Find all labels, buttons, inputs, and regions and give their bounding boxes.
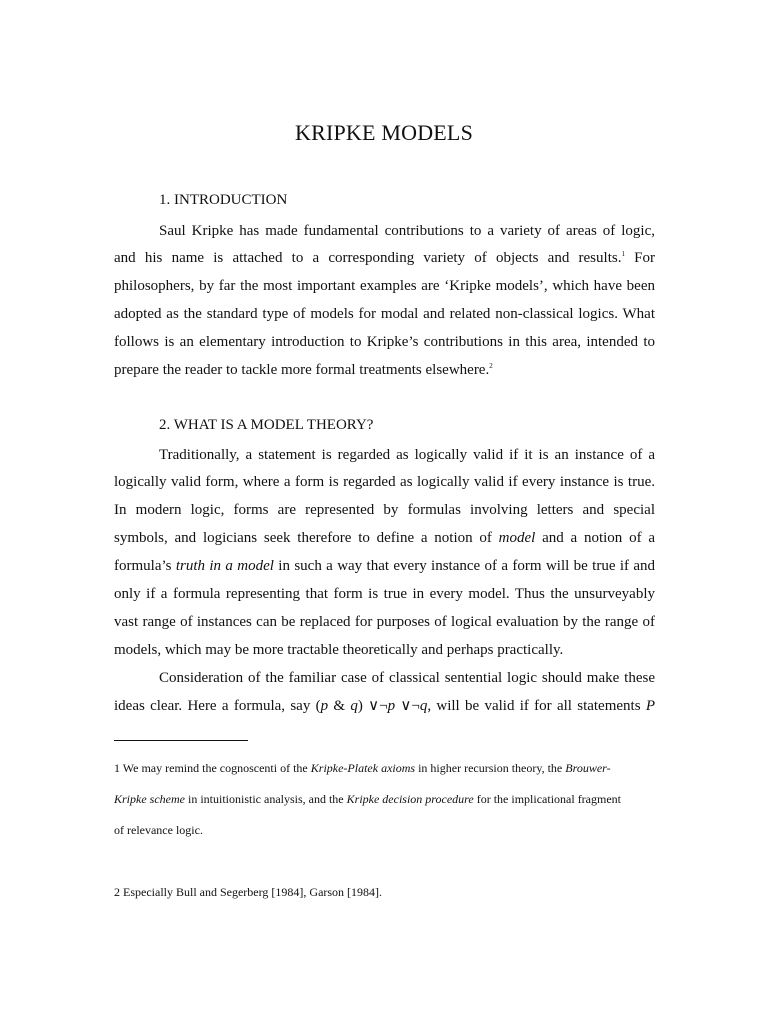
paragraph-line: only if a formula representing that form is true in every model. Thus the unsurveyably xyxy=(114,586,655,602)
paragraph-line: models, which may be more tractable theoretically and perhaps practically. xyxy=(114,642,564,658)
paragraph-line: prepare the reader to tackle more formal treatments elsewhere.$^2$ xyxy=(114,362,493,378)
paragraph-line: In modern logic, forms are represented by formulas involving letters and special xyxy=(114,502,655,518)
emphasis-text: truth in a model xyxy=(175,558,274,574)
paragraph-line: and his name is attached to a corresponding variety of objects and results.$^1$ For xyxy=(114,250,656,266)
paragraph-line: Traditionally, a statement is regarded as logically valid if it is an instance of a xyxy=(159,447,655,463)
section-heading-model-theory: 2. WHAT IS A MODEL THEORY? xyxy=(159,417,374,433)
footnote-1-line-3: of relevance logic. xyxy=(114,823,203,837)
footnote-1-line-2: Kripke scheme in intuitionistic analysis, and the Kripke decision procedure for the implicational fragment xyxy=(114,792,621,806)
footnote-mark: 1 xyxy=(621,250,625,258)
paragraph-line: logically valid form, where a form is regarded as logically valid if every instance is true. xyxy=(114,474,655,490)
paragraph-line: ideas clear. Here a formula, say (p & q) ∨¬p ∨¬q, will be valid if for all statements P xyxy=(114,698,656,714)
paragraph-line: adopted as the standard type of models for modal and related non-classical logics. What xyxy=(114,306,655,322)
footnote-divider xyxy=(114,740,248,741)
paragraph-line: vast range of instances can be replaced for purposes of logical evaluation by the range of xyxy=(114,614,655,630)
paragraph-line: follows is an elementary introduction to Kripke’s contributions in this area, intended to xyxy=(114,334,655,350)
footnote-2: 2 Especially Bull and Segerberg [1984], Garson [1984]. xyxy=(114,885,383,899)
footnote-1: 1 We may remind the cognoscenti of the Kripke-Platek axioms in higher recursion theory, the Brouwer- xyxy=(114,761,611,775)
paragraph-line: philosophers, by far the most important examples are ‘Kripke models’, which have been xyxy=(114,278,655,294)
paragraph-line: symbols, and logicians seek therefore to define a notion of model and a notion of a xyxy=(114,530,655,546)
paragraph-line: Saul Kripke has made fundamental contributions to a variety of areas of logic, xyxy=(159,223,655,239)
footnote-mark: 2 xyxy=(489,362,493,370)
emphasis-text: model xyxy=(498,530,536,546)
paragraph-line: Consideration of the familiar case of classical sentential logic should make these xyxy=(159,670,655,686)
paragraph-line: formula’s truth in a model in such a way that every instance of a form will be true if and xyxy=(114,558,656,574)
section-heading-introduction: 1. INTRODUCTION xyxy=(159,192,288,208)
page-title: KRIPKE MODELS xyxy=(295,120,473,145)
